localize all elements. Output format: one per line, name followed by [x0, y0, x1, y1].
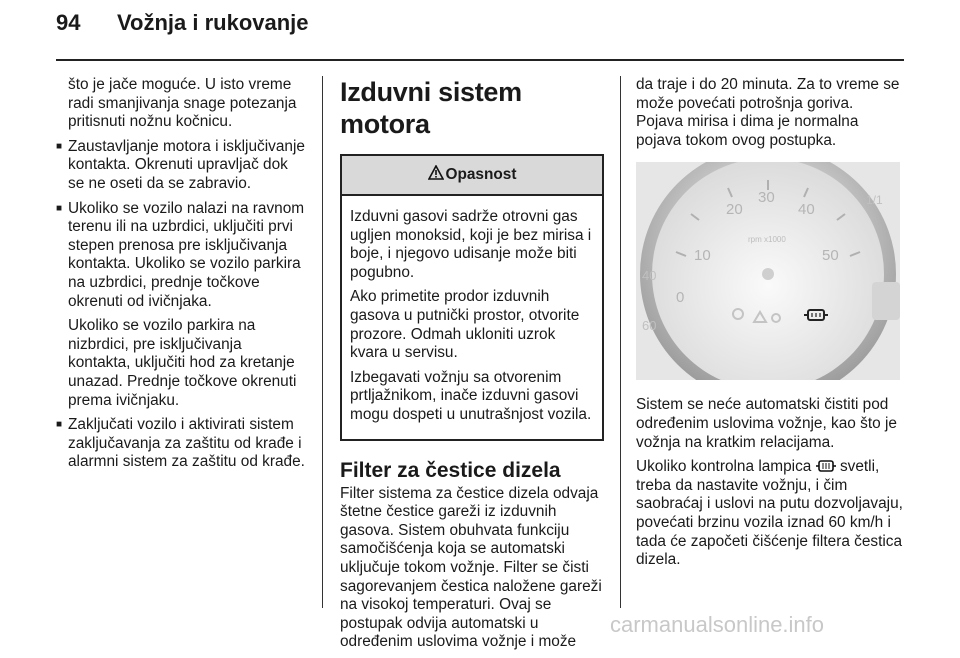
- warning-paragraph: Izduvni gasovi sadrže otrovni gas ugljen monoksid, koji je bez mirisa i boje, i njegovo udisanje može biti pogubno.: [350, 208, 592, 281]
- side-scale-label: 60: [642, 318, 657, 334]
- continuation-text: da traje i do 20 minuta. Za to vreme se može povećati potrošnja goriva. Pojava mirisa i dima je normalna pojava tokom ovog postupka.: [636, 76, 900, 149]
- page-number: 94: [56, 10, 81, 35]
- gauge-tick-label: 50: [822, 247, 839, 265]
- subsection-title: Filter za čestice dizela: [340, 458, 561, 482]
- bullet-item: ■ Zaključati vozilo i aktivirati sistem zaključavanja za zaštitu od krađe i alarmni sistem za zaštitu od krađe.: [56, 416, 308, 472]
- body-paragraph: Sistem se neće automatski čistiti pod određenim uslovima vožnje, kao što je vožnja na kratkim relacijama.: [636, 396, 897, 451]
- watermark-text: carmanualsonline.info: [610, 612, 825, 637]
- header-rule: [56, 59, 904, 61]
- warning-title: Opasnost: [445, 165, 517, 183]
- warning-body: [342, 196, 602, 439]
- chapter-title: Vožnja i rukovanje: [117, 10, 309, 35]
- side-scale-label: 1/1: [866, 193, 883, 208]
- gauge-unit-label: rpm x1000: [748, 235, 786, 245]
- bullet-item: ■ Zaustavljanje motora i isključivanje kontakta. Okrenuti upravljač dok se ne oseti da se zabravio.: [56, 138, 308, 194]
- diesel-particle-filter-icon: [816, 458, 840, 475]
- column-left: [56, 76, 308, 478]
- warning-box: [340, 154, 604, 441]
- subsection-text: Filter sistema za čestice dizela odvaja štetne čestice gareži iz izduvnih gasova. Sistem obuhvata funkciju samočišćenja koja se automatski uključuje tokom vožnje. Filter se čisti sagorevanjem čestica naložene gareži na visokoj temperaturi. Ovaj se postupak odvija automatski u određenim uslovima vožnje i može: [340, 484, 602, 651]
- column-divider-1: [322, 76, 323, 608]
- gauge-tick-label: 30: [758, 189, 775, 207]
- bullet-item: ■ Ukoliko se vozilo nalazi na ravnom terenu ili na uzbrdici, uključiti prvi stepen prenosa pre isključivanja kontakta. Ukoliko se vozilo parkira na uzbrdici, prednje točkove okrenuti od ivičnjaka.: [56, 200, 308, 312]
- continuation-text: što je jače moguće. U isto vreme radi smanjivanja snage potezanja pritisnuti nožnu kočnicu.: [68, 76, 297, 131]
- column-middle: [340, 76, 604, 658]
- warning-paragraph: Ako primetite prodor izduvnih gasova u putnički prostor, otvorite prozore. Odmah ukloniti uzrok kvara u servisu.: [350, 288, 580, 362]
- page-header: [0, 0, 960, 60]
- gauge-tick-label: 0: [676, 289, 685, 307]
- paragraph-lead: Ukoliko kontrolna lampica: [636, 458, 812, 476]
- column-divider-2: [620, 76, 621, 608]
- body-paragraph: [636, 458, 904, 570]
- gauge-tick-label: 10: [694, 247, 711, 265]
- warning-paragraph: Izbegavati vožnju sa otvorenim prtljažnikom, inače izduvni gasovi mogu dospeti u unutrašnjost vozila.: [350, 368, 592, 423]
- paragraph-rest: svetli, treba da nastavite vožnju, i čim saobraćaj i uslovi na putu dozvoljavaju, povećati brzinu vozila iznad 60 km/h i tada će započeti čišćenje filtera čestica dizela.: [636, 458, 903, 569]
- warning-header: [342, 156, 602, 196]
- section-title: Izduvni sistem motora: [340, 77, 522, 139]
- column-right: [636, 76, 904, 576]
- gauge-tick-label: 20: [726, 201, 743, 219]
- indented-paragraph: Ukoliko se vozilo parkira na nizbrdici, pre isključivanja kontakta, uključiti hod za kretanje unazad. Prednje točkove okrenuti prema ivičnjaku.: [68, 317, 297, 409]
- gauge-tick-label: 40: [798, 201, 815, 219]
- side-scale-label: 40: [642, 268, 657, 284]
- instrument-cluster-image: [636, 162, 900, 380]
- warning-triangle-icon: [428, 165, 444, 186]
